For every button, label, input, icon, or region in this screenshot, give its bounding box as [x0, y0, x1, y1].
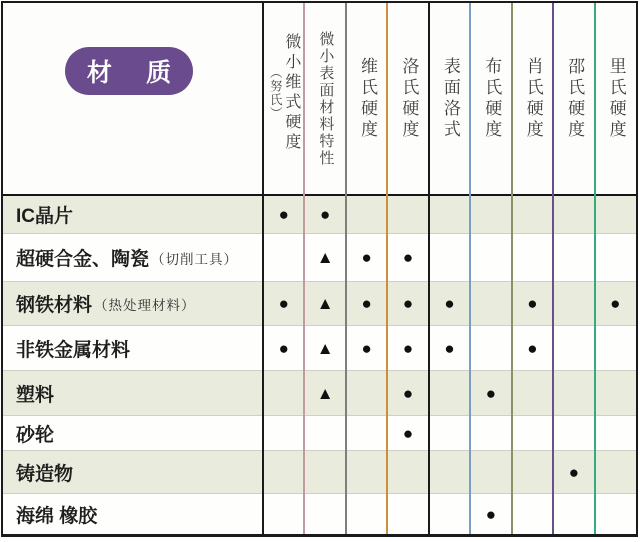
- matrix-cell: ●: [304, 196, 345, 233]
- matrix-cell: ●: [346, 325, 387, 370]
- matrix-cell: [512, 196, 553, 233]
- corner-cell: [3, 3, 263, 196]
- matrix-cell: [595, 370, 636, 415]
- row-label-text: 钢铁材料: [16, 295, 93, 316]
- matrix-cell: [429, 493, 470, 534]
- matrix-cell: ●: [263, 325, 304, 370]
- matrix-cell: [512, 415, 553, 450]
- matrix-cell: ●: [346, 281, 387, 325]
- column-header-micro-surface: [304, 3, 345, 196]
- matrix-cell: ●: [387, 415, 428, 450]
- matrix-cell: ●: [263, 281, 304, 325]
- matrix-cell: [263, 370, 304, 415]
- column-header-title: 微小维式硬度: [282, 32, 300, 153]
- matrix-cell: [512, 233, 553, 281]
- matrix-cell: [346, 493, 387, 534]
- row-label-text: 海绵 橡胶: [16, 505, 98, 527]
- matrix-cell: [553, 325, 594, 370]
- row-label: [3, 493, 263, 534]
- row-label: [3, 233, 263, 281]
- matrix-cell: [263, 415, 304, 450]
- matrix-cell: [470, 281, 511, 325]
- row-label: [3, 281, 263, 325]
- row-label-text: 砂轮: [16, 424, 55, 446]
- matrix-cell: ●: [387, 325, 428, 370]
- row-label-text: IC晶片: [16, 206, 74, 227]
- matrix-cell: ●: [512, 325, 553, 370]
- column-header-vickers: [346, 3, 387, 196]
- matrix-cell: [429, 370, 470, 415]
- matrix-cell: ●: [470, 493, 511, 534]
- matrix-cell: ●: [429, 281, 470, 325]
- column-header-title: 表面洛式: [440, 56, 460, 141]
- matrix-cell: [263, 233, 304, 281]
- column-header-leeb: [595, 3, 636, 196]
- matrix-cell: [595, 233, 636, 281]
- column-header-text-wrap: [268, 33, 300, 153]
- column-header-title: 邵氏硬度: [565, 56, 585, 141]
- matrix-cell: [304, 450, 345, 493]
- row-label: [3, 325, 263, 370]
- column-header-brinell: [470, 3, 511, 196]
- row-label-text: 塑料: [16, 384, 55, 406]
- matrix-cell: [429, 415, 470, 450]
- matrix-cell: [553, 370, 594, 415]
- matrix-cell: [595, 493, 636, 534]
- column-header-shore: [512, 3, 553, 196]
- row-label-note: （切削工具）: [151, 251, 239, 267]
- matrix-cell: [595, 450, 636, 493]
- matrix-cell: ●: [470, 370, 511, 415]
- row-label: [3, 370, 263, 415]
- matrix-cell: ▲: [304, 281, 345, 325]
- matrix-cell: [595, 415, 636, 450]
- matrix-cell: [512, 450, 553, 493]
- matrix-cell: ▲: [304, 325, 345, 370]
- matrix-cell: [595, 196, 636, 233]
- matrix-cell: ●: [263, 196, 304, 233]
- matrix-cell: ●: [512, 281, 553, 325]
- table-frame: [1, 1, 638, 537]
- matrix-cell: ●: [429, 325, 470, 370]
- matrix-cell: [346, 450, 387, 493]
- matrix-cell: [512, 370, 553, 415]
- matrix-cell: ▲: [304, 370, 345, 415]
- matrix-cell: [387, 196, 428, 233]
- column-header-title: 洛氏硬度: [399, 56, 419, 141]
- matrix-cell: [470, 415, 511, 450]
- matrix-cell: [553, 196, 594, 233]
- column-header-title: 微小表面材料特性: [317, 30, 334, 167]
- matrix-cell: ●: [387, 281, 428, 325]
- matrix-cell: [429, 450, 470, 493]
- matrix-cell: ●: [553, 450, 594, 493]
- matrix-cell: [346, 415, 387, 450]
- table-grid: [3, 3, 636, 534]
- matrix-cell: [263, 450, 304, 493]
- column-header-micro-vickers: [263, 3, 304, 196]
- matrix-cell: [304, 493, 345, 534]
- matrix-cell: [553, 493, 594, 534]
- matrix-cell: ●: [595, 281, 636, 325]
- matrix-cell: ●: [346, 233, 387, 281]
- matrix-cell: [470, 233, 511, 281]
- matrix-cell: [346, 370, 387, 415]
- matrix-cell: [553, 415, 594, 450]
- row-label: [3, 450, 263, 493]
- matrix-cell: [595, 325, 636, 370]
- column-header-rockwell: [387, 3, 428, 196]
- material-badge: 材 质: [65, 47, 193, 95]
- column-header-durometer: [553, 3, 594, 196]
- row-label-note: （热处理材料）: [94, 297, 196, 313]
- matrix-cell: [470, 325, 511, 370]
- column-header-title: 维氏硬度: [357, 56, 377, 141]
- column-header-title: 里氏硬度: [606, 56, 626, 141]
- matrix-cell: [553, 233, 594, 281]
- matrix-cell: [387, 493, 428, 534]
- matrix-cell: ●: [387, 370, 428, 415]
- matrix-cell: [470, 450, 511, 493]
- matrix-cell: [346, 196, 387, 233]
- matrix-cell: [263, 493, 304, 534]
- matrix-cell: ●: [387, 233, 428, 281]
- matrix-cell: [304, 415, 345, 450]
- column-header-title: 肖氏硬度: [523, 56, 543, 141]
- matrix-cell: [387, 450, 428, 493]
- row-label-text: 非铁金属材料: [16, 339, 131, 361]
- column-header-surface-rockwell: [429, 3, 470, 196]
- row-label: [3, 415, 263, 450]
- matrix-cell: [553, 281, 594, 325]
- row-label: [3, 196, 263, 233]
- row-label-text: 超硬合金、陶瓷: [16, 249, 150, 270]
- matrix-cell: [429, 233, 470, 281]
- matrix-cell: ▲: [304, 233, 345, 281]
- row-label-text: 铸造物: [16, 463, 74, 485]
- column-header-sub-knoop: （努氏）: [268, 65, 283, 120]
- matrix-cell: [470, 196, 511, 233]
- matrix-cell: [429, 196, 470, 233]
- column-header-title: 布氏硬度: [482, 56, 502, 141]
- matrix-cell: [512, 493, 553, 534]
